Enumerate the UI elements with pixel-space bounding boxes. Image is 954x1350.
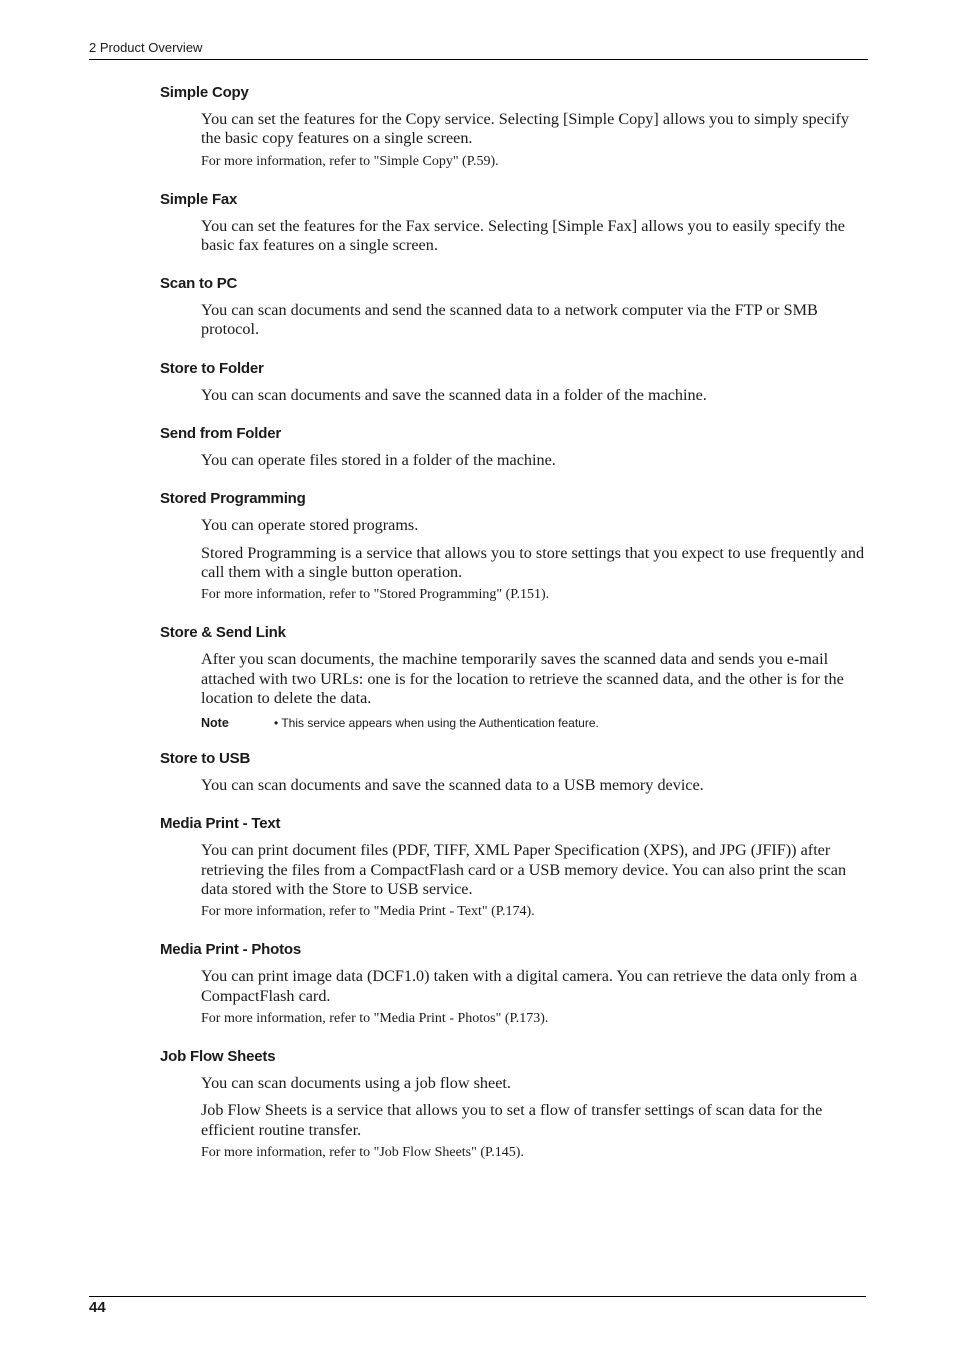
section-store-send-link [160, 624, 870, 730]
section-paragraph: You can operate files stored in a folder of the machine. [201, 451, 556, 470]
section-paragraph: You can scan documents and send the scanned data to a network computer via the FTP or SMB protocol. [201, 301, 818, 339]
section-heading: Job Flow Sheets [160, 1047, 276, 1065]
section-heading: Store & Send Link [160, 624, 286, 642]
section-paragraph: You can print image data (DCF1.0) taken with a digital camera. You can retrieve the data only from a CompactFlash card. [201, 967, 858, 1005]
section-heading: Store to USB [160, 750, 251, 768]
cross-reference: For more information, refer to "Stored Programming" (P.151). [201, 587, 550, 603]
section-heading: Store to Folder [160, 359, 264, 377]
section-heading: Simple Fax [160, 190, 238, 208]
page-content [160, 84, 870, 1182]
section-paragraph: Stored Programming is a service that allows you to store settings that you expect to use frequently and call them with a single button operation. [201, 543, 865, 581]
cross-reference: For more information, refer to "Media Print - Text" (P.174). [201, 904, 535, 920]
section-simple-fax [160, 191, 870, 256]
section-stored-programming [160, 490, 870, 604]
section-media-print-text [160, 815, 870, 921]
section-simple-copy [160, 84, 870, 171]
cross-reference: For more information, refer to "Simple Copy" (P.59). [201, 153, 499, 169]
section-paragraph: You can operate stored programs. [201, 516, 419, 535]
section-store-to-usb [160, 750, 870, 795]
footer-divider [89, 1296, 866, 1297]
section-heading: Scan to PC [160, 275, 238, 293]
cross-reference: For more information, refer to "Media Print - Photos" (P.173). [201, 1010, 549, 1026]
page-number: 44 [89, 1299, 106, 1316]
section-heading: Media Print - Photos [160, 941, 302, 959]
section-heading: Stored Programming [160, 490, 306, 508]
section-paragraph: After you scan documents, the machine temporarily saves the scanned data and sends you e-mail attached with two URLs: one is for the location to retrieve the scanned data, and the other is for the location to delete the data. [201, 650, 844, 707]
note-text: • This service appears when using the Authentication feature. [274, 716, 599, 731]
section-store-to-folder [160, 360, 870, 405]
section-heading: Simple Copy [160, 84, 249, 101]
section-paragraph: You can print document files (PDF, TIFF, XML Paper Specification (XPS), and JPG (JFIF)) after retrieving the files from a CompactFlash card or a USB memory device. You can also print the scan data stored with the Store to USB service. [201, 841, 847, 899]
section-paragraph: Job Flow Sheets is a service that allows you to set a flow of transfer settings of scan data for the efficient routine transfer. [201, 1101, 823, 1139]
section-paragraph: You can scan documents and save the scanned data in a folder of the machine. [201, 385, 707, 404]
running-header: 2 Product Overview [89, 40, 868, 60]
section-job-flow-sheets [160, 1048, 870, 1162]
note-label: Note [201, 716, 229, 731]
section-paragraph: You can scan documents and save the scanned data to a USB memory device. [201, 776, 704, 795]
section-media-print-photos [160, 941, 870, 1028]
note-box [201, 716, 870, 730]
section-paragraph: You can scan documents using a job flow sheet. [201, 1073, 511, 1092]
section-heading: Media Print - Text [160, 815, 281, 833]
cross-reference: For more information, refer to "Job Flow Sheets" (P.145). [201, 1144, 524, 1160]
section-paragraph: You can set the features for the Copy service. Selecting [Simple Copy] allows you to simply specify the basic copy features on a single screen. [201, 110, 849, 148]
section-scan-to-pc [160, 275, 870, 340]
section-paragraph: You can set the features for the Fax service. Selecting [Simple Fax] allows you to easily specify the basic fax features on a single screen. [201, 216, 845, 254]
section-send-from-folder [160, 425, 870, 470]
section-heading: Send from Folder [160, 425, 281, 443]
